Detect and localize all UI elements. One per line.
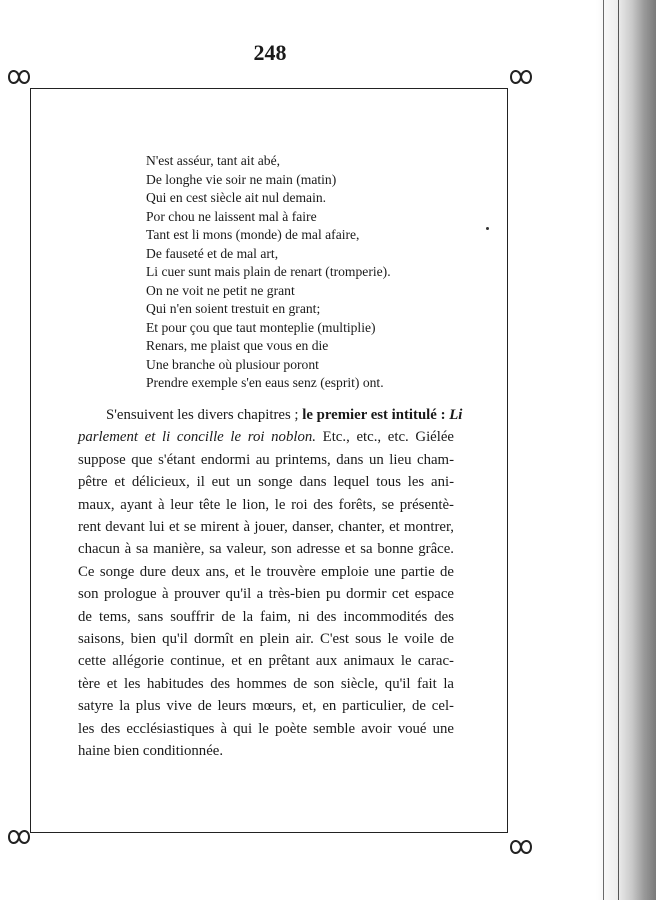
prose-text: le premier est intitulé : bbox=[302, 407, 446, 423]
prose-text: S'ensuivent les divers chapitres ; bbox=[106, 407, 303, 423]
verse-line: Li cuer sunt mais plain de renart (tromperie). bbox=[146, 264, 391, 279]
prose-line: les des ecclésiastiques à qui le poète semble avoir voué une bbox=[78, 720, 454, 737]
verse-line: Qui n'en soient trestuit en grant; bbox=[146, 301, 321, 316]
corner-ornament-icon bbox=[6, 826, 32, 848]
page-edge-line bbox=[603, 0, 604, 900]
prose-line: son prologue à prouver qu'il a très-bien pu dormir cet espace bbox=[78, 586, 454, 603]
prose-line: haine bien conditionnée. bbox=[78, 743, 224, 760]
prose-line: tère et les habitudes des hommes de son siècle, qu'il fait la bbox=[78, 675, 454, 692]
prose-line bbox=[78, 404, 463, 426]
prose-line bbox=[78, 426, 454, 448]
verse-line: Tant est li mons (monde) de mal afaire, bbox=[146, 227, 360, 242]
prose-line: Ce songe dure deux ans, et le trouvère emploie une partie de bbox=[78, 563, 454, 580]
verse-line: Qui en cest siècle ait nul demain. bbox=[146, 190, 327, 205]
verse-line: Une branche où plusiour poront bbox=[146, 356, 319, 372]
prose-line: de tems, sans souffrir de la faim, ni des incommodités des bbox=[78, 608, 454, 625]
prose-line: suppose que s'étant endormi au printems, dans un lieu cham- bbox=[78, 451, 454, 468]
prose-line: satyre la plus vive de leurs mœurs, et, en particulier, de cel- bbox=[78, 698, 454, 715]
verse-line: De longhe vie soir ne main (matin) bbox=[146, 171, 337, 187]
verse-line: Prendre exemple s'en eaus senz (esprit) ont. bbox=[146, 375, 384, 390]
page-edge-shadow bbox=[596, 0, 656, 900]
ink-speck bbox=[486, 227, 489, 230]
corner-ornament-icon bbox=[508, 836, 534, 858]
page-number: 248 bbox=[253, 40, 287, 65]
verse-line: Por chou ne laissent mal à faire bbox=[146, 208, 317, 224]
verse-line: Et pour çou que taut monteplie (multiplie) bbox=[146, 319, 376, 335]
page-edge-line bbox=[618, 0, 619, 900]
chapter-title: Li bbox=[449, 407, 463, 423]
prose-line: chacun à sa manière, sa valeur, son adresse et sa bonne grâce. bbox=[78, 541, 454, 558]
prose-line: pêtre et délicieux, il eut un songe dans lequel tous les ani- bbox=[78, 474, 454, 491]
prose-text: Etc., etc., etc. Giélée bbox=[322, 429, 454, 446]
prose-line: cette allégorie continue, et en prêtant aux animaux le carac- bbox=[78, 653, 454, 670]
corner-ornament-icon bbox=[508, 66, 534, 88]
prose-line: rent devant lui et se mirent à jouer, danser, chanter, et montrer, bbox=[78, 519, 454, 536]
verse-line: N'est asséur, tant ait abé, bbox=[146, 153, 281, 168]
verse-line: Renars, me plaist que vous en die bbox=[146, 338, 329, 353]
verse-block bbox=[146, 152, 466, 393]
verse-line: De fauseté et de mal art, bbox=[146, 245, 279, 261]
verse-line: On ne voit ne petit ne grant bbox=[146, 282, 295, 298]
prose-line: saisons, bien qu'il dormît en plein air. C'est sous le voile de bbox=[78, 631, 454, 648]
corner-ornament-icon bbox=[6, 66, 32, 88]
prose-line: maux, ayant à leur tête le lion, le roi des forêts, se présentè- bbox=[78, 496, 454, 513]
chapter-title: parlement et li concille le roi noblon. bbox=[78, 429, 316, 446]
prose-paragraph bbox=[78, 404, 463, 763]
